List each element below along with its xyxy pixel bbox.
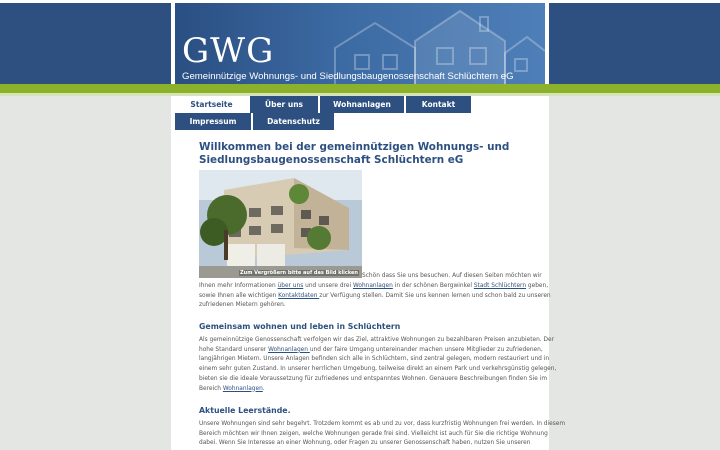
tab-wohnanlagen[interactable]: Wohnanlagen xyxy=(320,96,404,113)
intro-text: zur Verfügung stellen. Damit Sie uns kennen lernen und schon bald zu unseren xyxy=(319,293,551,299)
paragraph-line: Bereich möchten wir Ihnen zeigen, welche Wohnungen gerade frei sind. Vielleicht ist auch für Sie die richtige Wohnung xyxy=(199,430,548,437)
section-text-gemeinsam xyxy=(199,336,557,394)
tab-kontakt[interactable]: Kontakt xyxy=(406,96,471,113)
paragraph-text: hohe Standard unserer xyxy=(199,346,269,353)
tab-ueber-uns[interactable]: Über uns xyxy=(250,96,318,113)
link-wohnanlagen[interactable]: Wohnanlagen xyxy=(352,283,393,289)
intro-text: in der schönen Bergwinkel xyxy=(392,283,474,289)
paragraph-line: dabei. Wenn Sie Interesse an einer Wohnung, oder Fragen zu unserer Genossenschaft haben, nutzen Sie unseren xyxy=(199,440,531,447)
paragraph-text: und der faire Umgang untereinander machen unsere Mitglieder zu zufriedenen, xyxy=(309,346,543,353)
paragraph-text: Bereich xyxy=(199,385,223,392)
paragraph-line xyxy=(199,346,545,356)
intro-line-4: zufriedenen Mietern gehören. xyxy=(199,302,286,308)
link-kontaktdaten[interactable]: Kontaktdaten xyxy=(278,293,320,299)
tab-impressum[interactable]: Impressum xyxy=(175,113,251,130)
section-text-leerstaende xyxy=(199,420,566,449)
paragraph-text: . xyxy=(262,385,265,392)
photo-caption: Zum Vergrößern bitte auf das Bild klicken xyxy=(240,270,358,276)
building-photo[interactable] xyxy=(199,170,362,278)
header-side-right xyxy=(549,3,720,84)
section-heading-gemeinsam: Gemeinsam wohnen und leben in Schlüchtern xyxy=(199,322,401,331)
green-divider xyxy=(0,84,720,93)
header-tagline: Gemeinnützige Wohnungs- und Siedlungsbaugenossenschaft Schlüchtern eG xyxy=(182,71,514,82)
link-stadt-schluechtern[interactable]: Stadt Schlüchtern xyxy=(473,283,527,289)
building-photo-image xyxy=(199,170,362,278)
section-heading-leerstaende: Aktuelle Leerstände. xyxy=(199,406,291,415)
header-side-left xyxy=(0,3,171,84)
intro-line-1: Schön dass Sie uns besuchen. Auf diesen Seiten möchten wir xyxy=(362,273,542,279)
intro-line-2 xyxy=(199,282,549,292)
paragraph-line: langjährigen Mietern. Unsere Anlagen befinden sich alle in Schlüchtern, sind zentral gelegen, modern restauriert und in xyxy=(199,356,550,363)
paragraph-line: einem sehr guten Zustand. In unserer herrlichen Umgebung, teilweise direkt an einem Park und verkehrsgünstig gelegen, xyxy=(199,366,557,373)
intro-text: sowie Ihnen alle wichtigen xyxy=(199,293,279,299)
paragraph-line: bieten sie die ideale Voraussetzung für zufriedenes und entspanntes Wohnen. Genauere Beschreibungen finden Sie im xyxy=(199,375,548,382)
link-wohnanlagen-2[interactable]: Wohnanlagen xyxy=(222,385,263,392)
link-wohnanlagen[interactable]: Wohnanlagen xyxy=(268,346,310,353)
tab-startseite[interactable]: Startseite xyxy=(175,96,248,113)
link-ueber-uns[interactable]: über uns xyxy=(277,283,304,289)
page-title: Willkommen bei der gemeinnützigen Wohnungs- und Siedlungsbaugenossenschaft Schlüchtern eG xyxy=(199,141,510,166)
paragraph-line: Unsere Wohnungen sind sehr begehrt. Trotzdem kommt es ab und zu vor, dass kurzfristig Wohnungen frei werden. In diesem xyxy=(199,421,566,427)
main-content xyxy=(199,141,545,166)
intro-text: geben, xyxy=(526,283,549,289)
paragraph-line xyxy=(199,385,545,395)
tab-datenschutz[interactable]: Datenschutz xyxy=(253,113,334,130)
intro-text: und unsere drei xyxy=(303,283,353,289)
paragraph-line: Als gemeinnützige Genossenschaft verfolgen wir das Ziel, attraktive Wohnungen zu bezahlbaren Preisen anzubieten. Der xyxy=(199,337,555,343)
intro-text: Ihnen mehr Informationen xyxy=(199,283,278,289)
header-banner xyxy=(175,3,545,84)
logo[interactable]: GWG xyxy=(182,31,275,71)
